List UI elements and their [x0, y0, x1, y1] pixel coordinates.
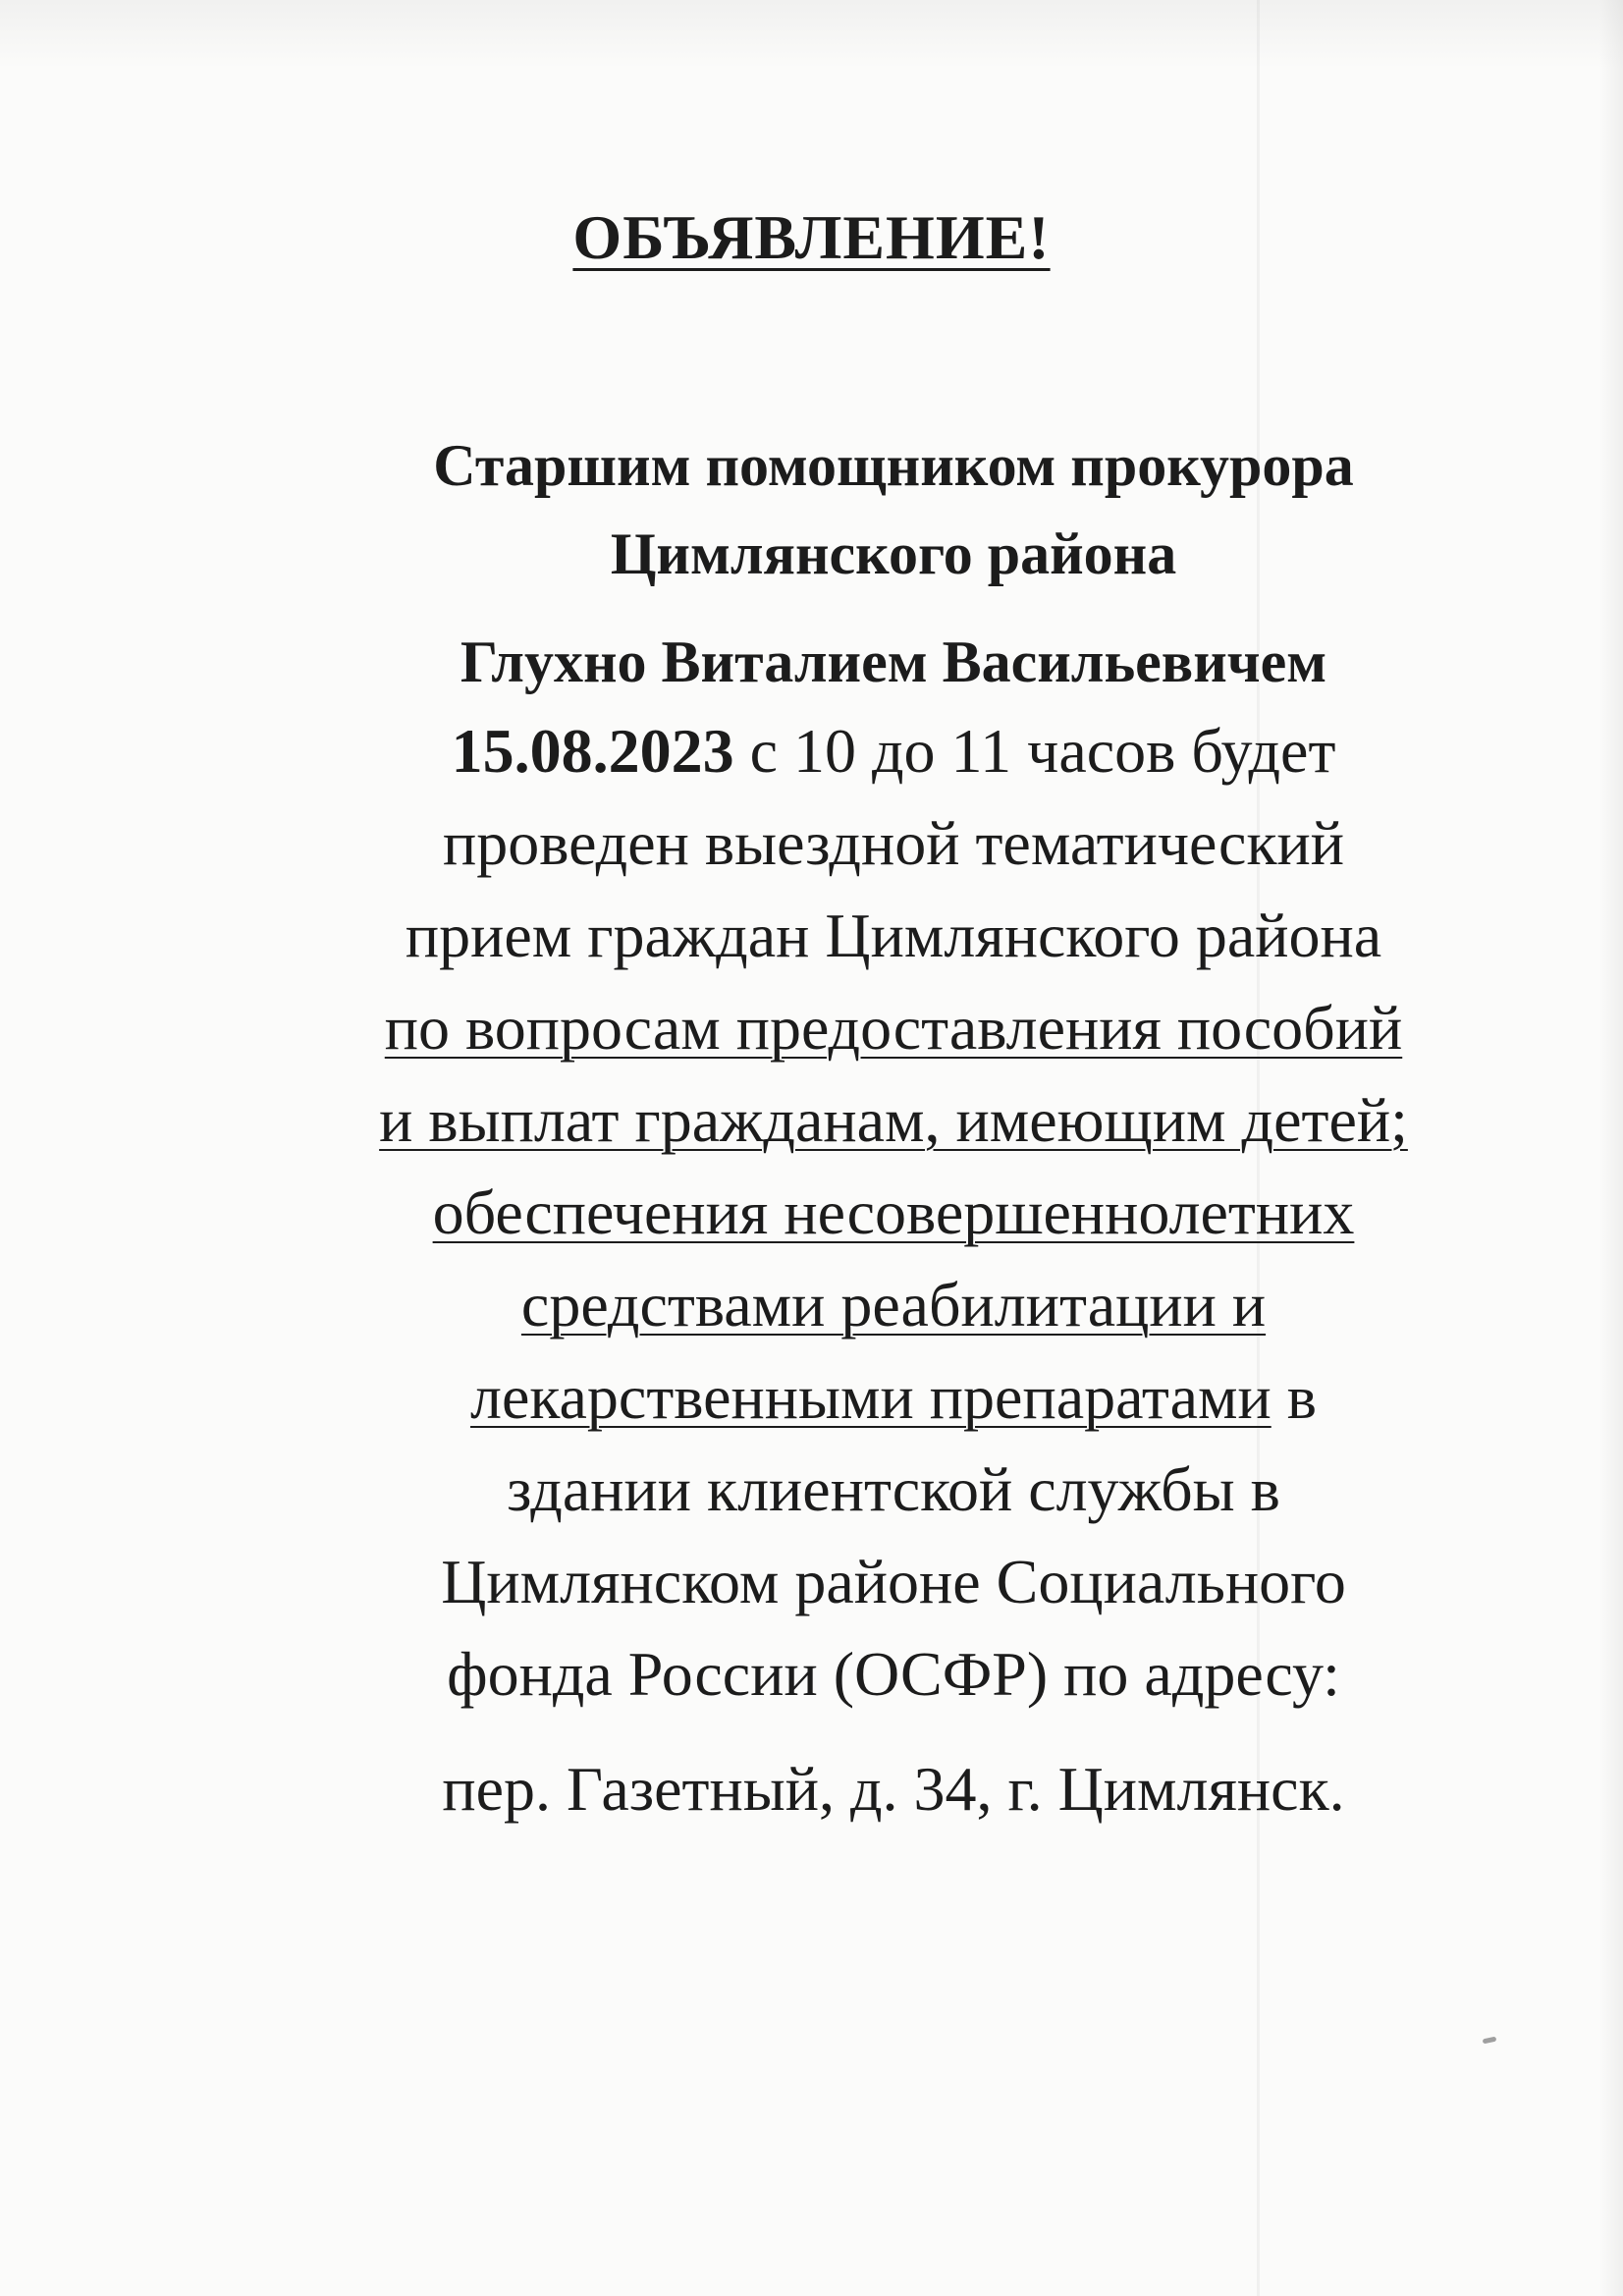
scan-speck-mark	[1483, 2037, 1497, 2045]
event-line-1: проведен выездной тематический	[442, 808, 1345, 878]
place-prefix-word: в	[1271, 1362, 1317, 1432]
topic-line-3-text: обеспечения несовершеннолетних	[432, 1177, 1355, 1247]
official-line-1: Старшим помощником прокурора	[433, 433, 1354, 498]
date-time-line	[255, 715, 1532, 788]
event-line-2: прием граждан Цимлянского района	[405, 901, 1382, 970]
topic-line-5-text: лекарственными препаратами	[470, 1362, 1271, 1432]
topic-line-4	[255, 1269, 1532, 1341]
place-line-1: здании клиентской службы в	[507, 1454, 1280, 1524]
notice-date: 15.08.2023	[451, 716, 734, 786]
topic-line-5	[255, 1361, 1532, 1434]
notice-title	[0, 201, 1623, 274]
scan-shadow-top	[0, 0, 1623, 69]
place-line-2: Цимлянском районе Социального	[441, 1547, 1346, 1616]
official-line-2: Цимлянского района	[610, 521, 1177, 586]
topic-line-2-text: и выплат гражданам, имеющим детей;	[379, 1085, 1408, 1155]
topic-line-1-text: по вопросам предоставления пособий	[384, 993, 1403, 1063]
address-line: пер. Газетный, д. 34, г. Цимлянск.	[442, 1754, 1345, 1824]
topic-line-1	[255, 992, 1532, 1065]
notice-time: с 10 до 11 часов будет	[733, 716, 1336, 786]
official-name: Глухно Виталием Васильевичем	[460, 629, 1327, 694]
topic-line-3	[255, 1176, 1532, 1249]
notice-title-text: ОБЪЯВЛЕНИЕ!	[572, 202, 1051, 272]
topic-line-2	[255, 1084, 1532, 1157]
scan-shadow-right	[1599, 0, 1623, 2296]
place-line-3: фонда России (ОСФР) по адресу:	[447, 1639, 1340, 1709]
topic-line-4-text: средствами реабилитации и	[520, 1270, 1267, 1339]
